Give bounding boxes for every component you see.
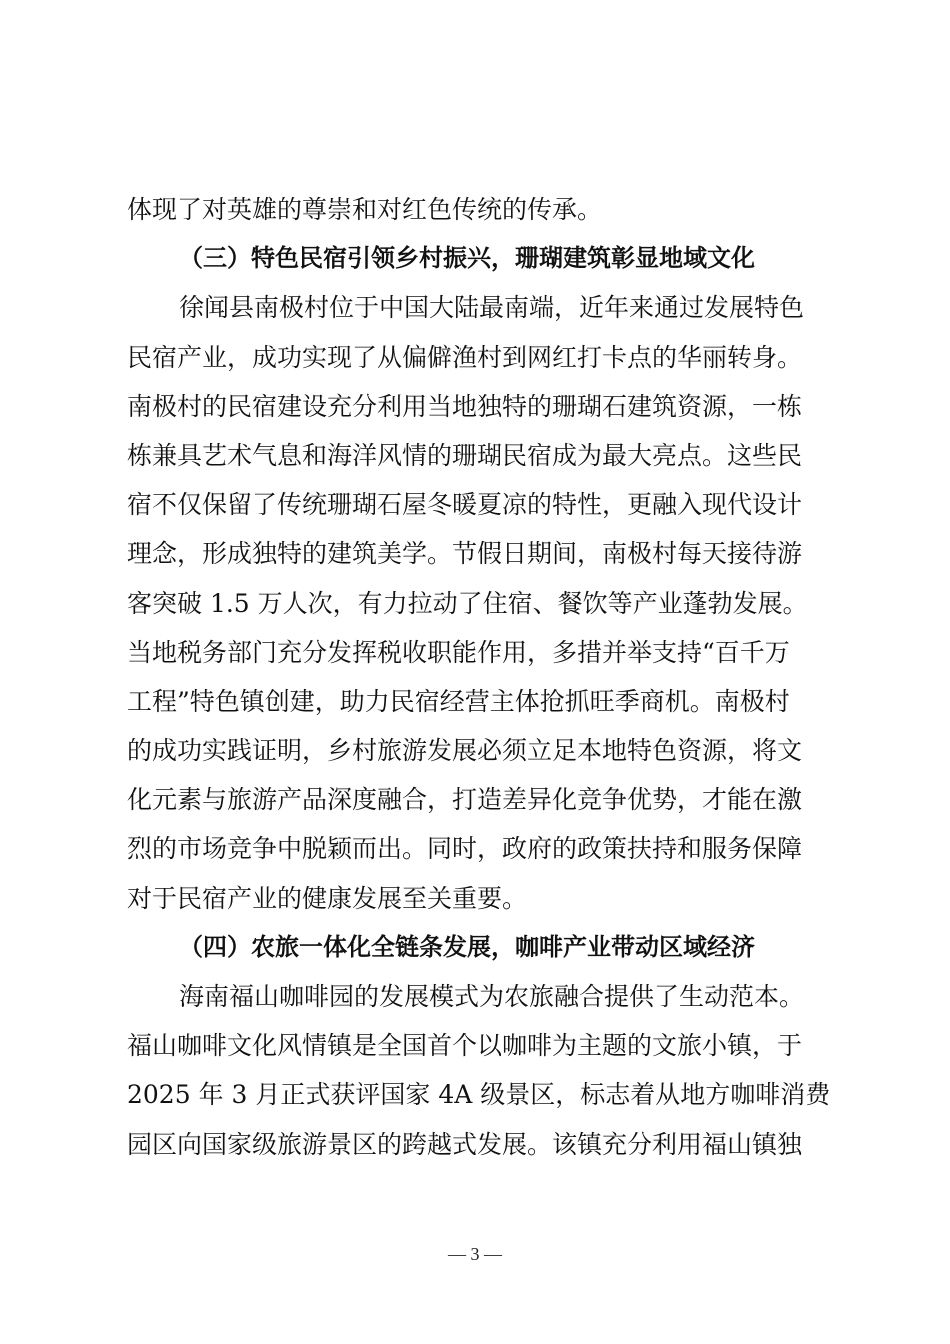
paragraph-line: 工程”特色镇创建，助力民宿经营主体抢抓旺季商机。南极村 <box>127 686 790 716</box>
paragraph-line: 当地税务部门充分发挥税收职能作用，多措并举支持“百千万 <box>127 637 790 667</box>
paragraph-line: 海南福山咖啡园的发展模式为农旅融合提供了生动范本。 <box>179 982 805 1011</box>
paragraph-line: 宿不仅保留了传统珊瑚石屋冬暖夏凉的特性，更融入现代设计 <box>127 490 803 520</box>
paragraph-line: 园区向国家级旅游景区的跨越式发展。该镇充分利用福山镇独 <box>127 1129 803 1159</box>
paragraph-line: 的成功实践证明，乡村旅游发展必须立足本地特色资源，将文 <box>127 736 803 766</box>
page-number: — 3 — <box>448 1244 502 1264</box>
paragraph-line: 南极村的民宿建设充分利用当地独特的珊瑚石建筑资源，一栋 <box>127 391 803 421</box>
paragraph-line: 理念，形成独特的建筑美学。节假日期间，南极村每天接待游 <box>127 539 803 569</box>
paragraph-line: 栋兼具艺术气息和海洋风情的珊瑚民宿成为最大亮点。这些民 <box>127 440 803 470</box>
paragraph-line: 2025 年 3 月正式获评国家 4A 级景区，标志着从地方咖啡消费 <box>127 1080 831 1110</box>
paragraph-line: 化元素与旅游产品深度融合，打造差异化竞争优势，才能在激 <box>127 785 803 815</box>
paragraph-line: 徐闻县南极村位于中国大陆最南端，近年来通过发展特色 <box>179 293 805 323</box>
section-heading-3: （三）特色民宿引领乡村振兴，珊瑚建筑彰显地域文化 <box>179 244 755 273</box>
paragraph-line: 对于民宿产业的健康发展至关重要。 <box>127 883 528 913</box>
section-heading-4: （四）农旅一体化全链条发展，咖啡产业带动区域经济 <box>179 932 755 961</box>
paragraph-line: 烈的市场竞争中脱颖而出。同时，政府的政策扶持和服务保障 <box>127 834 803 864</box>
paragraph-line: 民宿产业，成功实现了从偏僻渔村到网红打卡点的华丽转身。 <box>127 342 803 372</box>
paragraph-line: 福山咖啡文化风情镇是全国首个以咖啡为主题的文旅小镇，于 <box>127 1031 803 1061</box>
paragraph-line: 体现了对英雄的尊崇和对红色传统的传承。 <box>127 195 603 224</box>
paragraph-line: 客突破 1.5 万人次，有力拉动了住宿、餐饮等产业蓬勃发展。 <box>127 588 808 618</box>
document-body <box>127 185 831 1169</box>
